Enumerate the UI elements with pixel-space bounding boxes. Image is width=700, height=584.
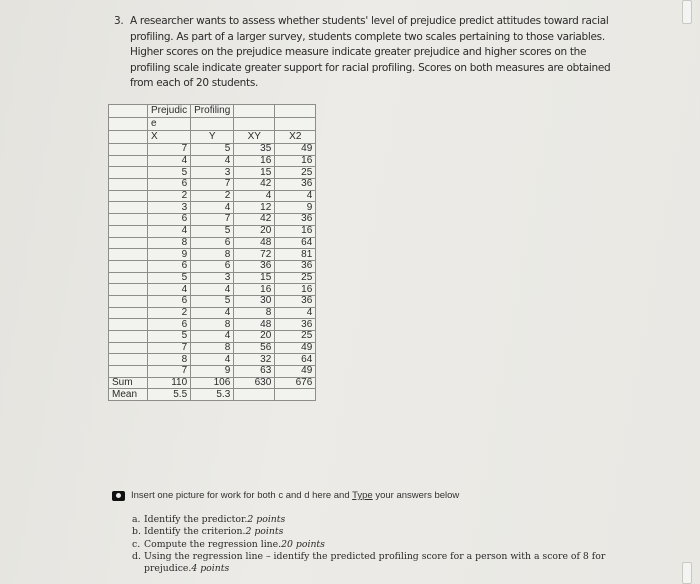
table-cell: 16 <box>275 284 316 296</box>
table-cell: 16 <box>234 155 275 167</box>
table-cell: 7 <box>148 342 191 354</box>
table-cell <box>234 118 275 131</box>
table-cell <box>109 284 148 296</box>
table-cell: 49 <box>275 144 316 156</box>
table-cell <box>109 249 148 261</box>
table-row <box>109 249 316 261</box>
table-cell: 4 <box>191 284 234 296</box>
table-cell: 7 <box>191 179 234 191</box>
table-cell <box>109 260 148 272</box>
question-line: profiling. As part of a larger survey, students complete two scales pertaining to those variables. <box>130 30 605 43</box>
table-cell: 6 <box>148 260 191 272</box>
col-header-prejudice-cont: e <box>148 118 191 131</box>
sum-y: 106 <box>191 377 234 389</box>
table-cell: 20 <box>234 331 275 343</box>
table-row <box>109 284 316 296</box>
table-cell <box>275 118 316 131</box>
table-cell: 36 <box>275 260 316 272</box>
table-cell <box>109 331 148 343</box>
table-cell <box>109 131 148 144</box>
table-cell <box>109 307 148 319</box>
table-cell: 64 <box>275 237 316 249</box>
table-cell: 48 <box>234 319 275 331</box>
table-cell: 4 <box>191 202 234 214</box>
table-row <box>109 307 316 319</box>
table-cell <box>275 389 316 401</box>
table-body <box>109 144 316 378</box>
mean-row <box>109 389 316 401</box>
table-cell: 5 <box>191 144 234 156</box>
table-cell: 42 <box>234 179 275 191</box>
table-cell <box>109 118 148 131</box>
question-line: profiling scale indicate greater support for racial profiling. Scores on both measures are obtained <box>130 61 611 74</box>
table-cell: 5 <box>148 167 191 179</box>
table-cell: 12 <box>234 202 275 214</box>
question-line: from each of 20 students. <box>130 77 259 89</box>
table-header-row <box>109 118 316 131</box>
table-cell: 49 <box>275 366 316 378</box>
question-number: 3. <box>114 15 124 27</box>
attachment-instruction <box>112 490 459 501</box>
table-cell <box>109 295 148 307</box>
table-cell: 6 <box>148 179 191 191</box>
table-cell: 8 <box>148 354 191 366</box>
sum-row <box>109 377 316 389</box>
table-cell: 25 <box>275 331 316 343</box>
table-cell: 36 <box>275 319 316 331</box>
table-cell: 2 <box>148 190 191 202</box>
table-cell: 4 <box>234 190 275 202</box>
data-table <box>108 104 316 401</box>
col-header-prejudice: Prejudic <box>148 105 191 118</box>
table-row <box>109 167 316 179</box>
table-cell: 4 <box>191 331 234 343</box>
table-cell <box>109 366 148 378</box>
table-cell: 4 <box>275 307 316 319</box>
table-cell: 3 <box>191 272 234 284</box>
table-cell: 6 <box>148 214 191 226</box>
list-item: c. Compute the regression line. 20 points <box>132 538 325 550</box>
table-cell: 15 <box>234 167 275 179</box>
table-cell: 5 <box>191 295 234 307</box>
table-cell: 7 <box>148 366 191 378</box>
list-item: a. Identify the predictor. 2 points <box>132 514 286 525</box>
table-cell: 16 <box>275 155 316 167</box>
table-cell: 9 <box>275 202 316 214</box>
table-row <box>109 366 316 378</box>
question-parts <box>132 514 605 575</box>
table-row <box>109 155 316 167</box>
table-row <box>109 354 316 366</box>
table-cell: 9 <box>191 366 234 378</box>
table-cell: 5 <box>148 272 191 284</box>
table-cell: 48 <box>234 237 275 249</box>
table-row <box>109 342 316 354</box>
table-cell: 36 <box>234 260 275 272</box>
sum-xy: 630 <box>234 377 275 389</box>
col-header-y: Y <box>191 131 234 144</box>
table-cell: 3 <box>148 202 191 214</box>
table-cell <box>109 202 148 214</box>
table-cell: 16 <box>234 284 275 296</box>
table-cell: 7 <box>148 144 191 156</box>
mean-y: 5.3 <box>191 389 234 401</box>
table-cell: 2 <box>148 307 191 319</box>
table-cell <box>109 237 148 249</box>
table-cell: 9 <box>148 249 191 261</box>
table-row <box>109 319 316 331</box>
table-header-row <box>109 105 316 118</box>
table-row <box>109 202 316 214</box>
table-row <box>109 214 316 226</box>
table-cell: 3 <box>191 167 234 179</box>
table-row <box>109 144 316 156</box>
row-label-sum: Sum <box>109 377 148 389</box>
table-cell <box>109 167 148 179</box>
col-header-x: X <box>148 131 191 144</box>
table-cell <box>234 389 275 401</box>
table-cell <box>109 214 148 226</box>
col-header-profiling: Profiling <box>191 105 234 118</box>
table-cell: 8 <box>191 319 234 331</box>
table-cell: 81 <box>275 249 316 261</box>
scrollbar-handle-bottom[interactable] <box>682 562 692 584</box>
table-cell: 16 <box>275 225 316 237</box>
sum-x: 110 <box>148 377 191 389</box>
table-cell: 32 <box>234 354 275 366</box>
table-cell <box>109 342 148 354</box>
list-item: d. Using the regression line – identify the predicted profiling score for a person with a score of 8 for <box>132 550 606 562</box>
table-cell: 4 <box>191 307 234 319</box>
table-cell: 5 <box>191 225 234 237</box>
mean-x: 5.5 <box>148 389 191 401</box>
table-cell: 36 <box>275 295 316 307</box>
list-item: b. Identify the criterion. 2 points <box>132 526 284 538</box>
table-cell: 4 <box>191 155 234 167</box>
table-cell: 4 <box>275 190 316 202</box>
table-cell <box>234 105 275 118</box>
table-cell <box>109 319 148 331</box>
camera-icon[interactable] <box>112 491 125 501</box>
table-cell: 8 <box>234 307 275 319</box>
table-cell: 4 <box>148 155 191 167</box>
table-cell <box>191 118 234 131</box>
table-cell: 36 <box>275 179 316 191</box>
table-cell: 7 <box>191 214 234 226</box>
type-link[interactable]: Type <box>352 490 373 501</box>
col-header-x2: X2 <box>275 131 316 144</box>
table-row <box>109 179 316 191</box>
table-row <box>109 237 316 249</box>
table-row <box>109 260 316 272</box>
table-row <box>109 190 316 202</box>
table-cell: 6 <box>191 237 234 249</box>
table-cell: 72 <box>234 249 275 261</box>
scrollbar-handle-top[interactable] <box>682 0 692 24</box>
table-header-row <box>109 131 316 144</box>
table-cell: 6 <box>148 295 191 307</box>
table-cell: 4 <box>148 284 191 296</box>
question-line: A researcher wants to assess whether students' level of prejudice predict attitudes toward racial <box>130 15 609 27</box>
table-cell: 30 <box>234 295 275 307</box>
table-cell <box>109 105 148 118</box>
table-cell: 36 <box>275 214 316 226</box>
table-cell <box>109 225 148 237</box>
table-cell: 8 <box>148 237 191 249</box>
table-cell: 25 <box>275 167 316 179</box>
list-item-continuation: prejudice. 4 points <box>144 563 230 575</box>
table-row <box>109 295 316 307</box>
table-cell: 25 <box>275 272 316 284</box>
table-cell: 6 <box>191 260 234 272</box>
table-cell: 8 <box>191 249 234 261</box>
table-cell: 8 <box>191 342 234 354</box>
table-cell <box>109 190 148 202</box>
table-cell: 35 <box>234 144 275 156</box>
col-header-xy: XY <box>234 131 275 144</box>
table-cell: 4 <box>148 225 191 237</box>
table-cell <box>109 179 148 191</box>
table-cell: 64 <box>275 354 316 366</box>
table-cell: 5 <box>148 331 191 343</box>
table-cell: 2 <box>191 190 234 202</box>
question-text <box>114 14 618 92</box>
table-cell: 4 <box>191 354 234 366</box>
row-label-mean: Mean <box>109 389 148 401</box>
table-cell <box>109 144 148 156</box>
table-row <box>109 272 316 284</box>
table-row <box>109 225 316 237</box>
table-row <box>109 331 316 343</box>
table-cell <box>109 354 148 366</box>
instruction-text: Insert one picture for work for both c and d here and Type your answers below <box>131 490 460 501</box>
table-cell <box>109 272 148 284</box>
table-cell: 15 <box>234 272 275 284</box>
sum-x2: 676 <box>275 377 316 389</box>
table-cell: 6 <box>148 319 191 331</box>
question-line: Higher scores on the prejudice measure indicate greater prejudice and higher scores on the <box>130 46 587 58</box>
table-cell: 49 <box>275 342 316 354</box>
table-cell <box>275 105 316 118</box>
table-cell: 56 <box>234 342 275 354</box>
table-cell: 63 <box>234 366 275 378</box>
table-cell: 20 <box>234 225 275 237</box>
table-cell <box>109 155 148 167</box>
table-cell: 42 <box>234 214 275 226</box>
